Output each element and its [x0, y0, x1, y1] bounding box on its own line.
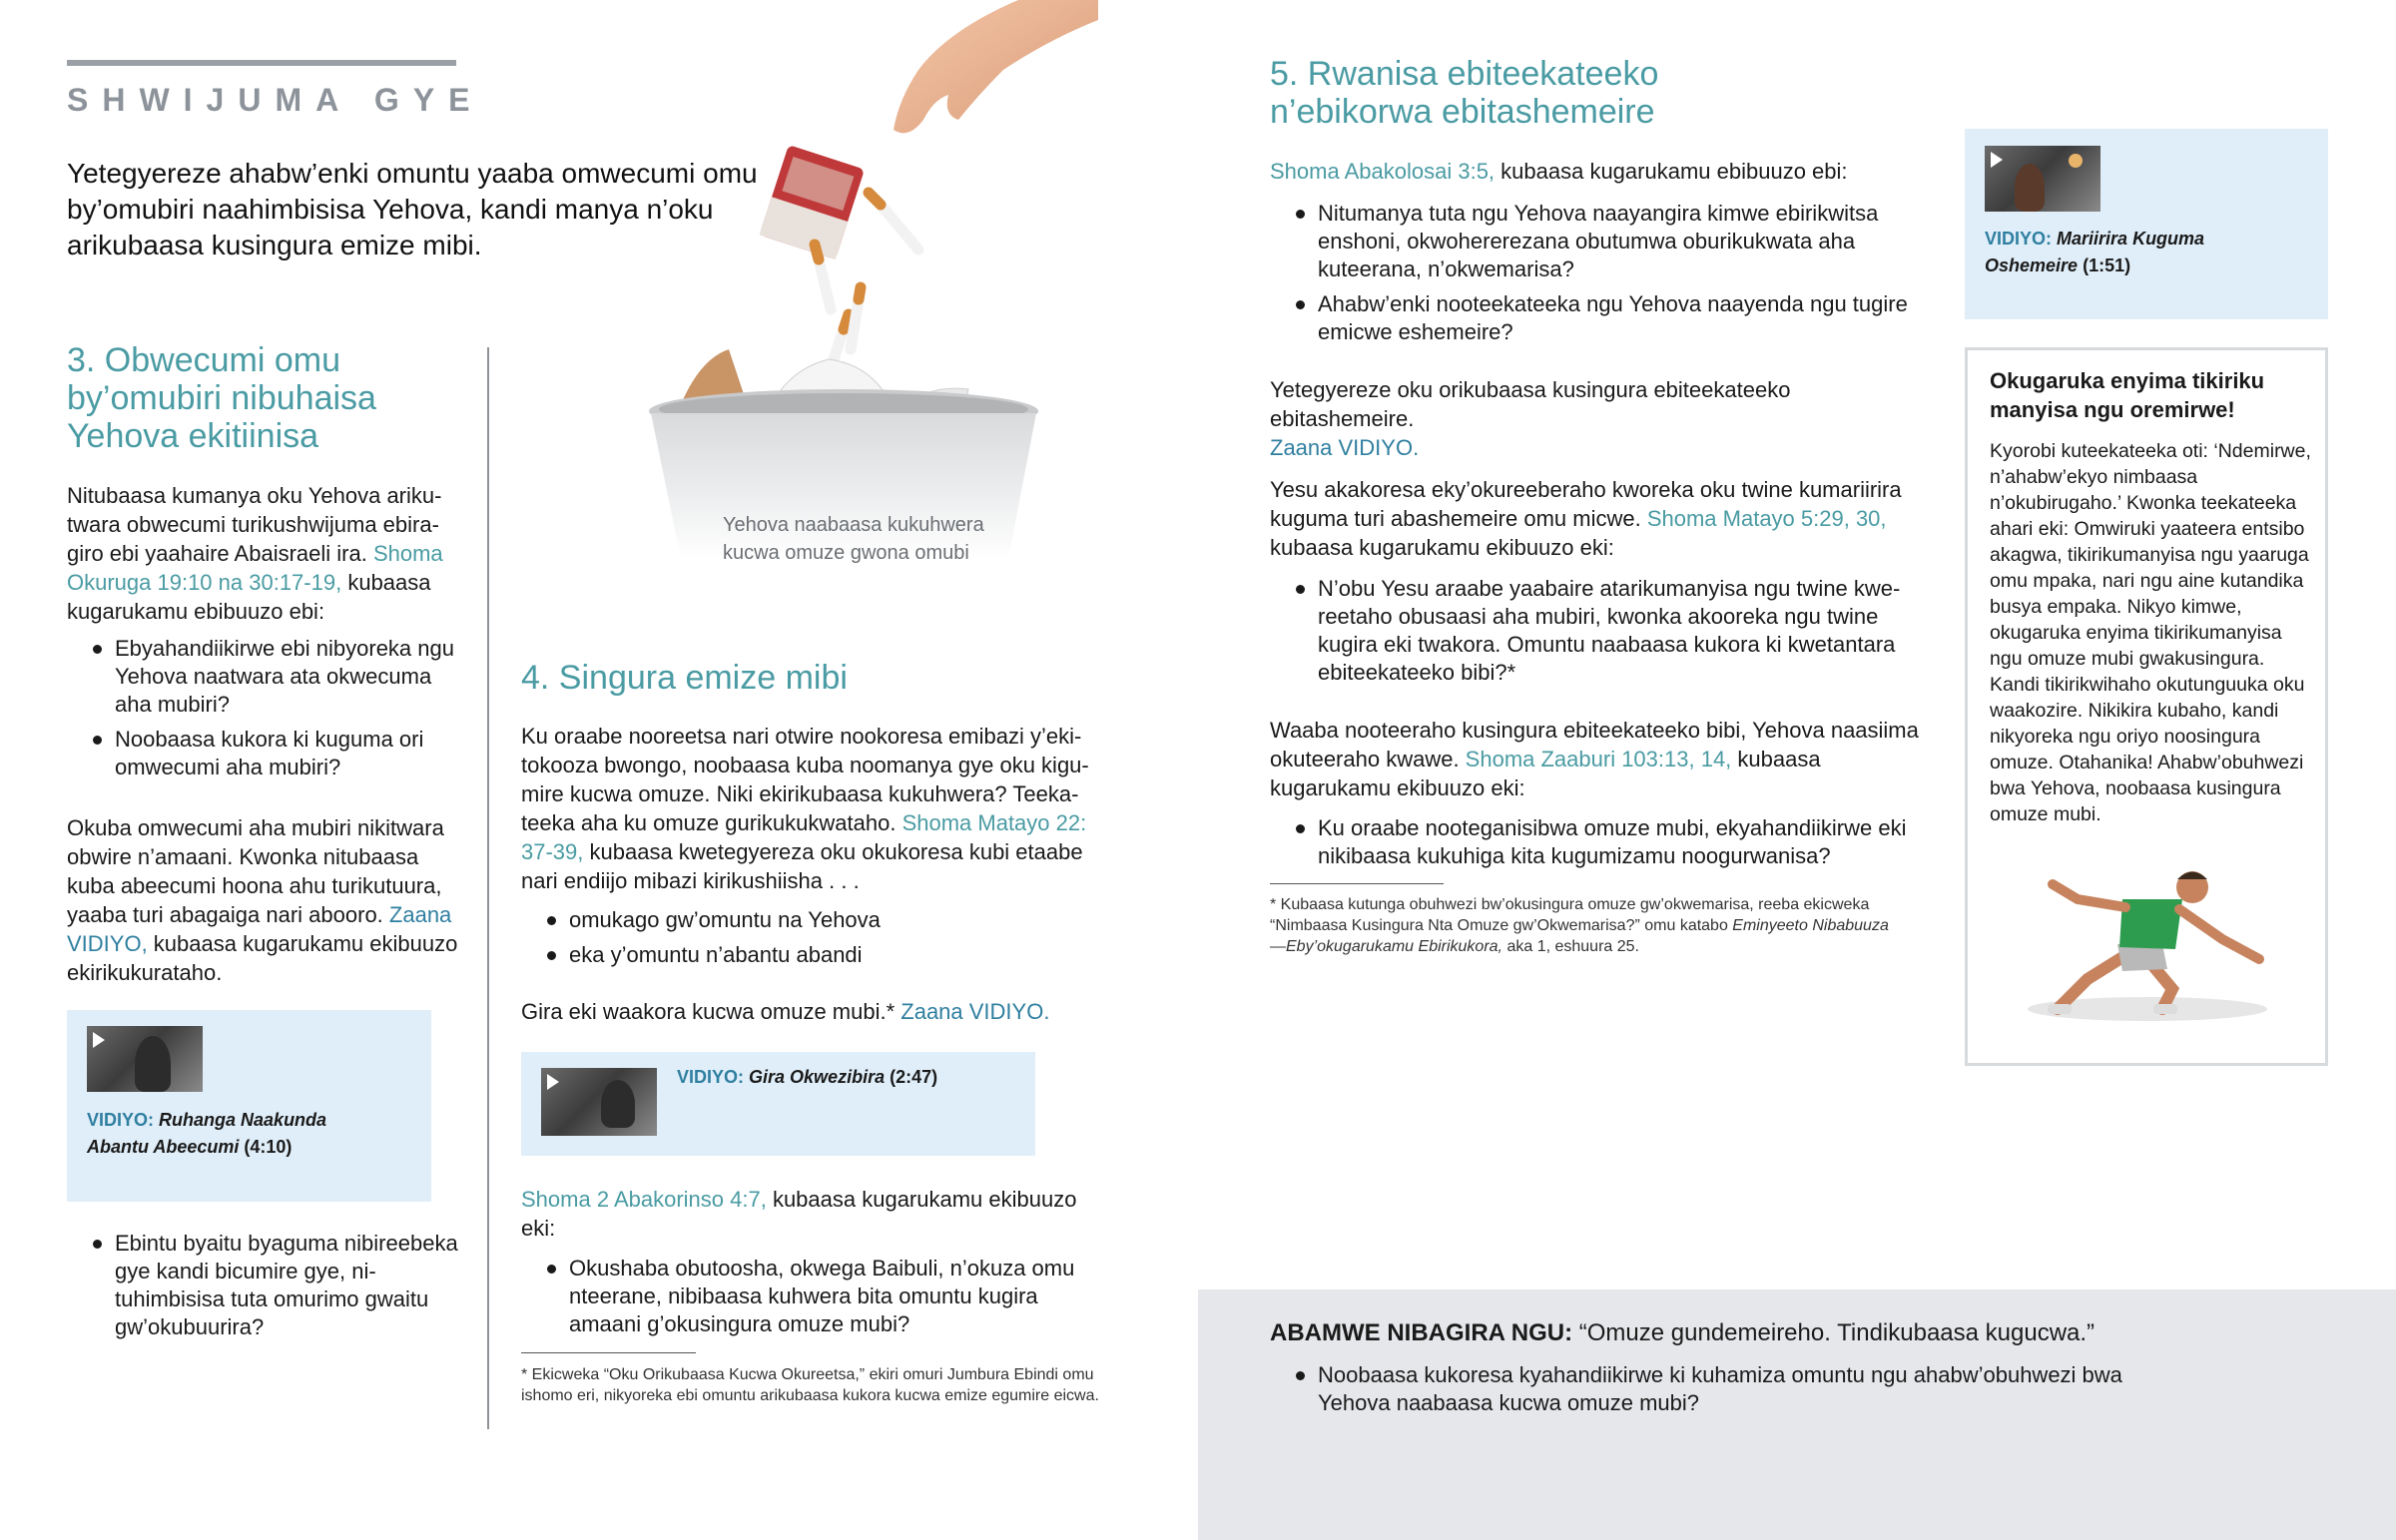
section-3-heading: [67, 341, 466, 455]
bottom-box-bullets: [1270, 1361, 2148, 1424]
person-figure: [601, 1080, 635, 1128]
video-title: Gira Okwezibira: [749, 1067, 886, 1087]
video-label: VIDIYO:: [677, 1067, 745, 1087]
lamp-shape: [2069, 154, 2083, 168]
section-5-heading-line: n’ebikorwa ebitashemeire: [1270, 93, 1655, 131]
section-5-paragraph-2: [1270, 375, 1849, 462]
section-4-bullets-after: [521, 1255, 1115, 1345]
person-figure: [135, 1036, 171, 1092]
list-item: Noobaasa kukoresa kyahandiikirwe ki kuhamiza omuntu ngu ahabw’obuhwezi bwa Yehova naabaasa kucwa omuze mubi?: [1270, 1361, 2148, 1417]
video-caption: [87, 1107, 416, 1161]
caption-line-2: kucwa omuze gwona omubi: [723, 542, 969, 564]
caption-line-1: Yehova naabaasa kukuhwera: [723, 514, 984, 536]
video-thumbnail[interactable]: [1985, 146, 2100, 212]
section-label: SHWIJUMA GYE: [67, 82, 484, 118]
section-4-heading: 4. Singura emize mibi: [521, 659, 848, 697]
video-thumbnail[interactable]: [541, 1068, 657, 1136]
list-item: Ahabw’enki nooteekateeka ngu Yehova naayenda ngu tugire emicwe eshemeire?: [1270, 290, 1939, 346]
list-item: omukago gw’omuntu na Yehova: [521, 906, 1115, 934]
footnote-rule: [521, 1352, 696, 1353]
section-3-paragraph-1: [67, 481, 466, 626]
trash-bin-illustration: [619, 0, 1098, 559]
section-4-paragraph-2: [521, 997, 1115, 1026]
sidebar-title: [1990, 366, 2314, 424]
text: aka 1, eshuura 25.: [1502, 938, 1639, 955]
section-5-bullets-2: [1270, 575, 1939, 694]
text: Okuba omwecumi aha mubiri nikitwara obwire n’amaani. Kwonka nitubaasa kuba abeecumi hoona ahu turikutuura, yaaba turi abagaiga nari abooro.: [67, 815, 444, 927]
video-duration: (2:47): [890, 1067, 938, 1087]
runner-illustration: [1998, 859, 2297, 1029]
section-4-footnote: * Ekicweka “Oku Orikubaasa Kucwa Okureetsa,” ekiri omuri Jumbura Ebindi omu ishomo eri, nikyoreka ebi omuntu arikubaasa kukora kucwa emize egumire eicwa.: [521, 1366, 1099, 1404]
scripture-link[interactable]: Shoma Okuruga 19:10 na 30:17-19,: [67, 541, 443, 595]
text: Gira eki waakora kucwa omuze mubi.*: [521, 999, 901, 1024]
list-item: Ebyahandiikirwe ebi nibyoreka ngu Yehova naatwara ata okwecuma aha mubiri?: [67, 635, 466, 719]
list-item: N’obu Yesu araabe yaabaire atarikumanyisa ngu twine kwereetaho obusaasi aha mubiri, kwonka akooreka ngu twine kugira eki twakora. Omuntu naabaasa kukora ki kwetantara ebiteekateeko bibi?*: [1270, 575, 1939, 687]
bottom-box-label: ABAMWE NIBAGIRA NGU:: [1270, 1319, 1573, 1346]
text: kubaasa kugarukamu ekibuuzo eki:: [1270, 535, 1614, 560]
list-item: Noobaasa kukora ki kuguma ori omwecumi aha mubiri?: [67, 726, 466, 781]
video-caption: [1985, 226, 2314, 279]
section-5-footnote: [1270, 894, 1899, 957]
section-5-paragraph-1: [1270, 157, 1939, 186]
list-item: Ebintu byaitu byaguma nibireebeka gye kandi bicumire gye, nituhimbisisa tuta omurimo gwaitu gw’okubuurira?: [67, 1230, 466, 1341]
video-box-section-3[interactable]: [67, 1010, 431, 1202]
list-item: Nitumanya tuta ngu Yehova naayangira kimwe ebirikwitsa enshoni, okwohererezana obutumwa oburikukwata aha kuteerana, n’okwemarisa?: [1270, 200, 1939, 283]
section-3-bullets-after: [67, 1230, 466, 1348]
video-thumbnail[interactable]: [87, 1026, 203, 1092]
video-box-section-4[interactable]: [521, 1052, 1035, 1156]
text: kubaasa kugarukamu ekibuuzo eki:: [521, 1187, 1077, 1241]
video-label: VIDIYO:: [1985, 229, 2053, 249]
play-icon: [93, 1032, 105, 1048]
section-5-bullets-1: [1270, 200, 1939, 353]
footnote-rule: [1270, 883, 1444, 884]
video-title: Mariirira Kuguma: [2057, 229, 2205, 249]
scripture-link[interactable]: Shoma 2 Abakorinso 4:7,: [521, 1187, 767, 1212]
list-item: Ku oraabe nooteganisibwa omuze mubi, ekyahandiikirwe eki nikibaasa kukuhiga kita kugumizamu noogurwanisa?: [1270, 814, 1939, 870]
video-caption: [677, 1064, 1026, 1091]
section-3-heading-line: by’omubiri nibuhaisa: [67, 379, 376, 417]
video-link[interactable]: Zaana VIDIYO.: [900, 999, 1050, 1024]
section-5-heading: [1270, 55, 1869, 131]
header-rule: [67, 60, 456, 66]
text: kubaasa kugarukamu ekibuuzo ekirikukurataho.: [67, 931, 458, 985]
sidebar-title-line: Okugaruka enyima tikiriku: [1990, 368, 2265, 393]
column-divider: [487, 347, 489, 1429]
text: kubaasa kugarukamu ebibuuzo ebi:: [67, 570, 431, 624]
section-3-heading-line: Yehova ekitiinisa: [67, 417, 319, 455]
section-5-heading-line: 5. Rwanisa ebiteekateeko: [1270, 55, 1659, 93]
video-label: VIDIYO:: [87, 1110, 155, 1130]
person-figure: [2015, 164, 2045, 212]
video-duration: (4:10): [244, 1137, 293, 1157]
video-link[interactable]: Zaana VIDIYO,: [67, 902, 452, 956]
sidebar-body: Kyorobi kuteekateeka oti: ‘Ndemirwe, n’ahabw’ekyo nimbaasa n’okubirugaho.’ Kwonka teekateeka ahari eki: Omwiruki yaateera entsibo akagwa, tikirikumanyisa ngu yaaruga omu mpaka, nari ngu aine kutandika busya empaka. Nikyo kimwe, okugaruka enyima tikirikumanyisa ngu omuze mubi gwakusingura. Kandi tikirikwihaho okutunguuka oku waakozire. Nikikira kubaho, kandi nikyoreka ngu oriyo noosingura omuze. Otahanika! Ahabw’obuhwezi bwa Yehova, noobaasa kusingura omuze mubi.: [1990, 440, 2311, 825]
section-5-paragraph-4: [1270, 716, 1939, 802]
text: Yetegyereze oku orikubaasa kusingura ebiteekateeko ebitashemeire.: [1270, 377, 1791, 431]
list-item: eka y’omuntu n’abantu abandi: [521, 941, 1115, 969]
text: Yesu akakoresa eky’okureeberaho kworeka oku twine kumariirira kuguma turi abashemeire omu micwe.: [1270, 477, 1902, 531]
text: kubaasa kwetegyereza oku okukoresa kubi etaabe nari endiijo mibazi kirikushiisha . . .: [521, 839, 1083, 893]
section-4-paragraph-1: [521, 722, 1115, 895]
bottom-box-quote: “Omuze gundemeireho. Tindikubaasa kugucwa.”: [1572, 1319, 2096, 1346]
bottom-box-statement: [1270, 1317, 2268, 1349]
section-3-heading-line: 3. Obwecumi omu: [67, 341, 340, 379]
video-box-section-5[interactable]: [1965, 129, 2328, 319]
section-5-bullets-3: [1270, 814, 1939, 877]
video-duration: (1:51): [2083, 256, 2131, 275]
video-title: Ruhanga Naakunda: [159, 1110, 327, 1130]
text: Waaba nooteeraho kusingura ebiteekateeko bibi, Yehova naasiima okuteeraho kwawe.: [1270, 718, 1919, 771]
section-3-bullets: [67, 635, 466, 788]
text: Nitubaasa kumanya oku Yehova arikutwara obwecumi turikushwijuma ebiragiro ebi yaahaire Abaisraeli ira.: [67, 483, 442, 566]
sidebar-title-line: manyisa ngu oremirwe!: [1990, 397, 2235, 422]
intro-text: Yetegyereze ahabw’enki omuntu yaaba omwecumi omu by’omubiri naahimbisisa Yehova, kandi manya n’oku arikubaasa kusingura emize mibi.: [67, 158, 758, 260]
book-title: Eminyeeto Nibabuuza—Eby’okugarukamu Ebirikukora,: [1270, 917, 1889, 955]
video-link[interactable]: Zaana VIDIYO.: [1270, 435, 1420, 460]
section-4-paragraph-3: [521, 1185, 1115, 1243]
text: kubaasa kugarukamu ekibuuzo eki:: [1270, 747, 1821, 800]
scripture-link[interactable]: Shoma Matayo 22: 37-39,: [521, 810, 1087, 864]
text: * Kubaasa kutunga obuhwezi bw’okusingura omuze gw’okwemarisa, reeba ekicweka “Nimbaasa Kusingura Nta Omuze gw’Okwemarisa?” omu katabo: [1270, 896, 1870, 934]
section-5-paragraph-3: [1270, 475, 1939, 562]
video-title: Abantu Abeecumi: [87, 1137, 240, 1157]
play-icon: [547, 1074, 559, 1090]
illustration-caption: [723, 511, 1022, 567]
sidebar-box: [1965, 347, 2328, 1066]
scripture-link[interactable]: Shoma Matayo 5:29, 30,: [1646, 506, 1887, 531]
bottom-discussion-box: [1198, 1289, 2396, 1540]
scripture-link[interactable]: Shoma Abakolosai 3:5,: [1270, 159, 1496, 184]
section-3-paragraph-2: [67, 813, 466, 987]
text: Ku oraabe nooreetsa nari otwire nookoresa emibazi y’ekitokooza bwongo, noobaasa kuba noomanya gye oku kigumire kucwa omuze. Niki ekirikubaasa kukuhwera? Teekateeka aha ku omuze gurikukukwataho.: [521, 724, 1089, 835]
text: kubaasa kugarukamu ebibuuzo ebi:: [1495, 159, 1848, 184]
list-item: Okushaba obutoosha, okwega Baibuli, n’okuza omu nteerane, nibibaasa kuhwera bita omuntu kugira amaani g’okusingura omuze mubi?: [521, 1255, 1115, 1338]
scripture-link[interactable]: Shoma Zaaburi 103:13, 14,: [1465, 747, 1732, 771]
video-title: Oshemeire: [1985, 256, 2079, 275]
play-icon: [1991, 152, 2003, 168]
stumbling-runner-image: [1998, 859, 2297, 1029]
hand-cigarettes-bin-image: [619, 0, 1098, 559]
section-4-bullets: [521, 906, 1115, 976]
